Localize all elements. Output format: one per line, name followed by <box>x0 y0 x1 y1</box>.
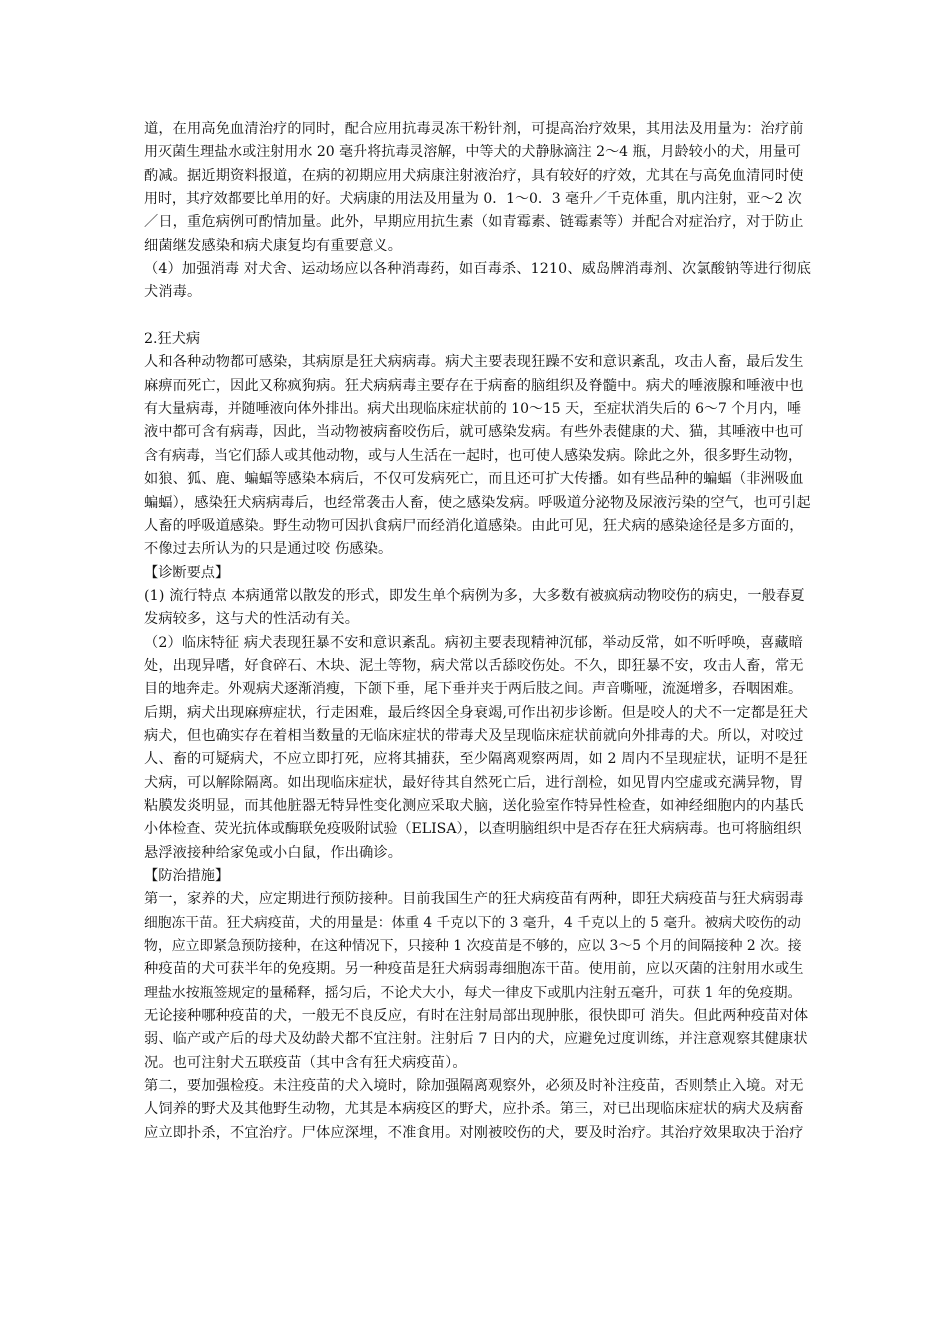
text-line: 道，在用高免血清治疗的同时，配合应用抗毒灵冻干粉针剂，可提高治疗效果，其用法及用量为：治疗前 <box>144 121 804 137</box>
text-line: 人、畜的可疑病犬，不应立即打死，应将其捕获，至少隔离观察两周，如 2 周内不呈现症状，证明不是狂 <box>144 751 808 768</box>
text-line: 液中都可含有病毒，因此，当动物被病畜咬伤后，就可感染发病。有些外表健康的犬、猫，其唾液中也可 <box>144 424 804 441</box>
text-line: 犬病，可以解除隔离。如出现临床症状，最好待其自然死亡后，进行剖检，如见胃内空虚或充满异物，胃 <box>144 774 804 791</box>
prevention-first-paragraph <box>144 888 812 1075</box>
text-line: 细胞冻干苗。狂犬病疫苗，犬的用量是：体重 4 千克以下的 3 毫升，4 千克以上的 5 毫升。被病犬咬伤的动 <box>144 914 801 931</box>
text-line: 有大量病毒，并随唾液向体外排出。病犬出现临床症状前的 10～15 天，至症状消失后的 6～7 个月内，唾 <box>144 401 802 418</box>
text-line: 麻痹而死亡，因此又称疯狗病。狂犬病病毒主要存在于病畜的脑组织及脊髓中。病犬的唾液腺和唾液中也 <box>144 377 804 394</box>
text-line: 不像过去所认为的只是通过咬 伤感染。 <box>144 541 393 558</box>
text-line: 用时，其疗效都要比单用的好。犬病康的用法及用量为 0．1～0．3 毫升／千克体重，肌内注射，亚～2 次 <box>144 191 802 208</box>
text-line: 细菌继发感染和病犬康复均有重要意义。 <box>144 237 403 254</box>
text-line: 弱、临产或产后的母犬及幼龄犬都不宜注射。注射后 7 日内的犬，应避免过度训练，并注意观察其健康状 <box>144 1031 808 1048</box>
prevention-second-paragraph <box>144 1075 812 1145</box>
treatment-paragraph-continued <box>144 118 812 258</box>
text-line: 悬浮液接种给家兔或小白鼠，作出确诊。 <box>144 844 403 861</box>
text-line: 处，出现异嗜，好食碎石、木块、泥土等物，病犬常以舌舔咬伤处。不久，即狂暴不安，攻击人畜，常无 <box>144 657 804 674</box>
text-line: 理盐水按瓶签规定的量稀释，摇匀后，不论犬大小，每犬一律皮下或肌内注射五毫升，可获 1 年的免疫期。 <box>144 984 802 1001</box>
text-line: 小体检查、荧光抗体或酶联免疫吸附试验（ELISA），以查明脑组织中是否存在狂犬病病毒。也可将脑组织 <box>144 821 802 838</box>
text-line: 粘膜发炎明显，而其他脏器无特异性变化测应采取犬脑，送化验室作特异性检查，如神经细胞内的内基氏 <box>144 797 804 814</box>
disinfection-paragraph <box>144 258 812 305</box>
text-line: 如狼、狐、鹿、蝙蝠等感染本病后，不仅可发病死亡，而且还可扩大传播。如有些品种的蝙蝠（非洲吸血 <box>144 471 804 488</box>
text-line: 蝙蝠），感染狂犬病病毒后，也经常袭击人畜，使之感染发病。呼吸道分泌物及尿液污染的空气，也可引起 <box>144 494 811 511</box>
text-line: 犬消毒。 <box>144 284 202 301</box>
text-line: 况。也可注射犬五联疫苗（其中含有狂犬病疫苗）。 <box>144 1054 467 1071</box>
text-line: (1) 流行特点 本病通常以散发的形式，即发生单个病例为多，大多数有被疯病动物咬伤的病史，一般春夏 <box>144 587 805 604</box>
text-line: 物，应立即紧急预防接种，在这种情况下，只接种 1 次疫苗是不够的，应以 3～5 个月的间隔接种 2 次。接 <box>144 938 802 955</box>
text-line: 第二，要加强检疫。未注疫苗的犬入境时，除加强隔离观察外，必须及时补注疫苗，否则禁止入境。对无 <box>144 1078 804 1095</box>
text-line: 病犬，但也确实存在着相当数量的无临床症状的带毒犬及呈现临床症状前就向外排毒的犬。所以，对咬过 <box>144 727 804 744</box>
text-line: ／日，重危病例可酌情加量。此外，早期应用抗生素（如青霉素、链霉素等）并配合对症治疗，对于防止 <box>144 214 804 231</box>
prevention-heading <box>144 865 812 888</box>
text-line: 第一，家养的犬，应定期进行预防接种。目前我国生产的狂犬病疫苗有两种，即狂犬病疫苗与狂犬病弱毒 <box>144 891 804 908</box>
text-line: 目的地奔走。外观病犬逐渐消瘦，下颌下垂，尾下垂并夹于两后肢之间。声音嘶哑，流涎增多，吞咽困难。 <box>144 681 802 698</box>
epidemic-features-paragraph <box>144 585 812 632</box>
rabies-intro-paragraph <box>144 351 812 561</box>
diagnosis-heading <box>144 562 812 585</box>
text-line: 种疫苗的犬可获半年的免疫期。另一种疫苗是狂犬病弱毒细胞冻干苗。使用前，应以灭菌的注射用水或生 <box>144 961 804 978</box>
text-line: 人和各种动物都可感染，其病原是狂犬病病毒。病犬主要表现狂躁不安和意识紊乱，攻击人畜，最后发生 <box>144 354 804 371</box>
clinical-features-paragraph <box>144 632 812 865</box>
text-line: （4）加强消毒 对犬舍、运动场应以各种消毒药，如百毒杀、1210、威岛牌消毒剂、次氯酸钠等进行彻底 <box>144 261 812 278</box>
text-line: 发病较多，这与犬的性活动有关。 <box>144 611 360 628</box>
heading-text: 2.狂犬病 <box>144 331 201 348</box>
document-page <box>144 118 812 1145</box>
text-line: 应立即扑杀，不宜治疗。尸体应深埋，不准食用。对刚被咬伤的犬，要及时治疗。其治疗效果取决于治疗 <box>144 1124 804 1141</box>
text-line: 含有病毒，当它们舔人或其他动物，或与人生活在一起时，也可使人感染发病。除此之外，很多野生动物， <box>144 447 802 464</box>
heading-text: 【诊断要点】 <box>144 564 230 581</box>
blank-line <box>144 305 812 328</box>
text-line: 人饲养的野犬及其他野生动物，尤其是本病疫区的野犬，应扑杀。第三，对已出现临床症状的病犬及病畜 <box>144 1101 804 1118</box>
heading-text: 【防治措施】 <box>144 868 230 884</box>
text-line: 无论接种哪种疫苗的犬，一般无不良反应，有时在注射局部出现肿胀，很快即可 消失。但此两种疫苗对体 <box>144 1008 809 1025</box>
text-line: （2）临床特征 病犬表现狂暴不安和意识紊乱。病初主要表现精神沉郁，举动反常，如不听呼唤，喜藏暗 <box>144 634 804 651</box>
text-line: 用灭菌生理盐水或注射用水 20 毫升将抗毒灵溶解，中等犬的犬静脉滴注 2～4 瓶，月龄较小的犬，用量可 <box>144 144 801 161</box>
text-line: 酌减。据近期资料报道，在病的初期应用犬病康注射液治疗，具有较好的疗效，尤其在与高免血清同时使 <box>144 167 804 184</box>
text-line: 人畜的呼吸道感染。野生动物可因扒食病尸而经消化道感染。由此可见，狂犬病的感染途径是多方面的， <box>144 517 804 534</box>
text-line: 后期，病犬出现麻痹症状，行走困难，最后终因全身衰竭,可作出初步诊断。但是咬人的犬不一定都是狂犬 <box>144 704 809 721</box>
section-title-rabies <box>144 328 812 351</box>
